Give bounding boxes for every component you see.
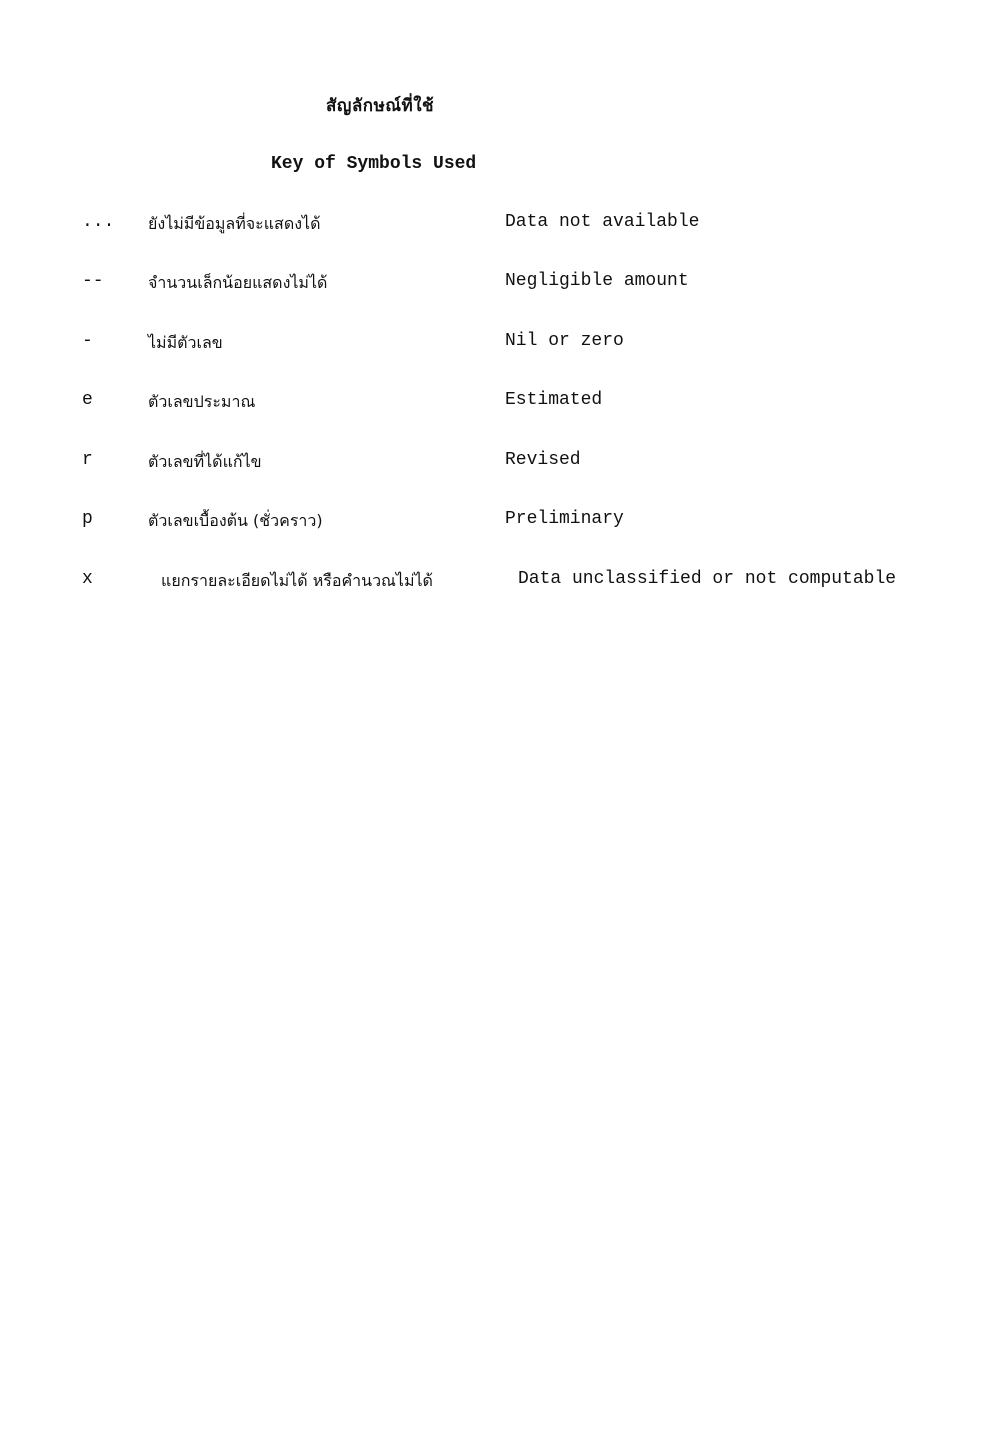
symbol-mark: r bbox=[82, 450, 93, 470]
symbol-thai-meaning: จำนวนเล็กน้อยแสดงไม่ได้ bbox=[148, 273, 328, 292]
symbol-english-meaning: Nil or zero bbox=[505, 331, 624, 351]
symbol-mark: x bbox=[82, 569, 93, 589]
symbol-mark: e bbox=[82, 390, 93, 410]
symbol-row bbox=[0, 569, 990, 599]
symbol-english-meaning: Data not available bbox=[505, 212, 700, 232]
symbol-row bbox=[0, 271, 990, 301]
symbol-mark: ... bbox=[82, 212, 115, 232]
page-title-english: Key of Symbols Used bbox=[271, 154, 477, 174]
symbol-thai-meaning: ยังไม่มีข้อมูลที่จะแสดงได้ bbox=[148, 214, 321, 233]
symbol-mark: -- bbox=[82, 271, 104, 291]
symbol-thai-meaning: ตัวเลขที่ได้แก้ไข bbox=[148, 452, 262, 471]
symbol-english-meaning: Preliminary bbox=[505, 509, 624, 529]
symbol-mark: p bbox=[82, 509, 93, 529]
page-title-thai: สัญลักษณ์ที่ใช้ bbox=[326, 96, 435, 116]
symbol-row bbox=[0, 331, 990, 361]
symbol-mark: - bbox=[82, 331, 93, 351]
symbol-english-meaning: Negligible amount bbox=[505, 271, 689, 291]
symbol-row bbox=[0, 450, 990, 480]
symbol-english-meaning: Revised bbox=[505, 450, 581, 470]
symbol-thai-meaning: ไม่มีตัวเลข bbox=[148, 333, 223, 352]
symbol-thai-meaning: แยกรายละเอียดไม่ได้ หรือคำนวณไม่ได้ bbox=[161, 571, 433, 590]
symbol-thai-meaning: ตัวเลขประมาณ bbox=[148, 392, 256, 411]
symbol-english-meaning: Data unclassified or not computable bbox=[518, 569, 897, 589]
symbol-english-meaning: Estimated bbox=[505, 390, 603, 410]
symbol-row bbox=[0, 509, 990, 539]
symbol-row bbox=[0, 390, 990, 420]
symbol-thai-meaning: ตัวเลขเบื้องต้น (ชั่วคราว) bbox=[148, 511, 323, 530]
symbol-row bbox=[0, 212, 990, 242]
